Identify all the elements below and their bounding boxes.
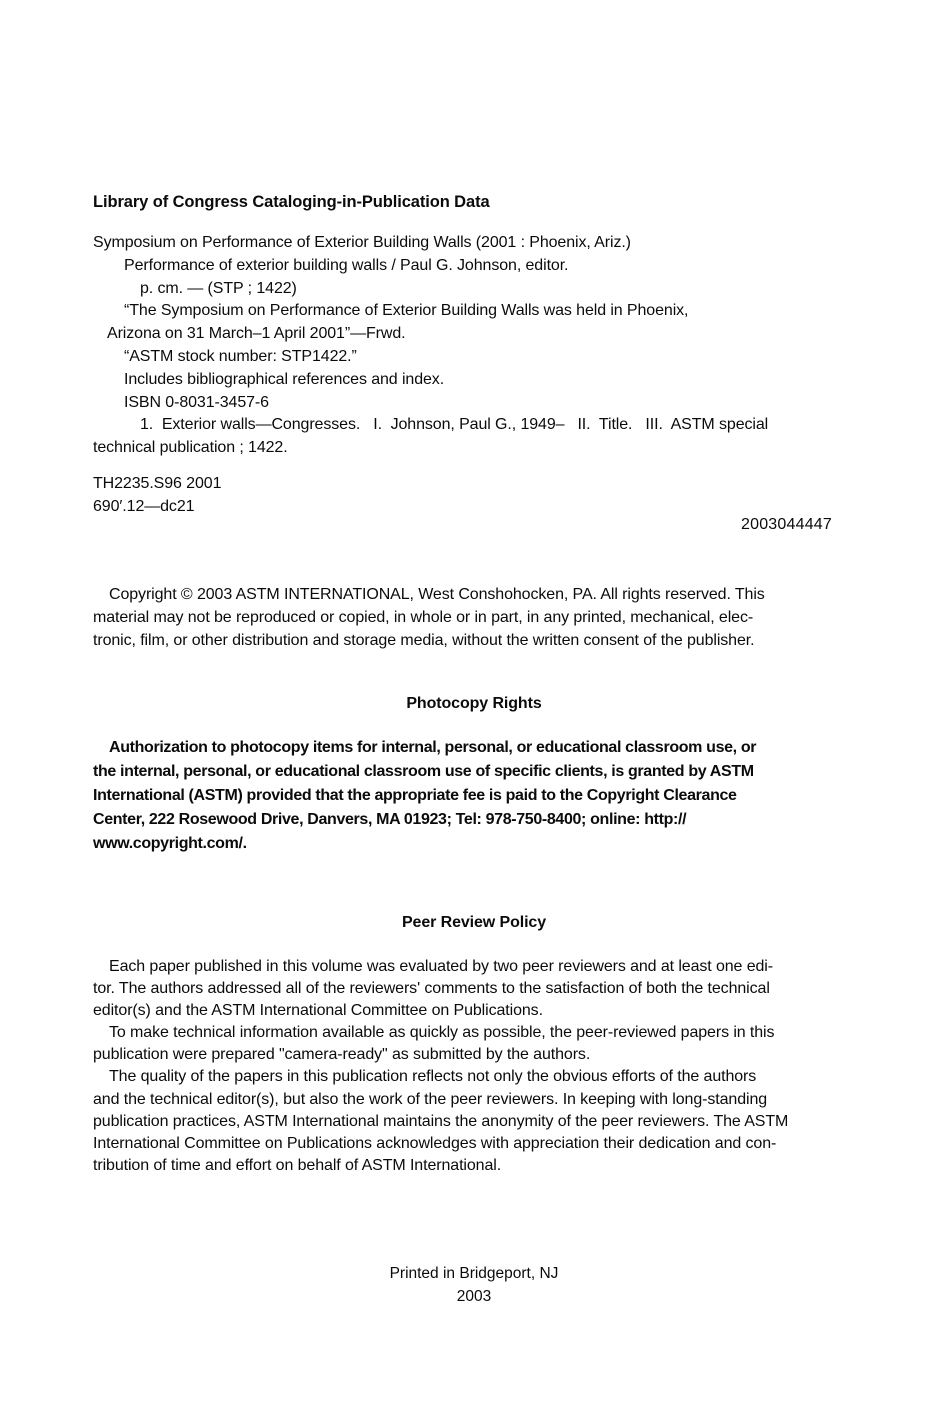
peer-review-line: publication were prepared "camera-ready" as submitted by the authors. — [93, 1046, 591, 1064]
printed-in-line: Printed in Bridgeport, NJ — [389, 1265, 559, 1282]
peer-review-line: Each paper published in this volume was evaluated by two peer reviewers and at least one edi- — [109, 958, 773, 975]
copyright-notice — [93, 583, 855, 652]
catalog-line: ISBN 0-8031-3457-6 — [124, 393, 269, 411]
peer-review-line: To make technical information available as quickly as possible, the peer-reviewed papers in this — [109, 1024, 775, 1042]
printing-info — [93, 1262, 855, 1308]
dewey-call-number: 690′.12—dc21 — [93, 497, 195, 515]
catalog-line: “The Symposium on Performance of Exterior Building Walls was held in Phoenix, — [124, 302, 689, 320]
photocopy-line: the internal, personal, or educational classroom use of specific clients, is granted by ASTM — [93, 763, 754, 780]
call-number-block — [93, 473, 855, 518]
peer-review-line: International Committee on Publications acknowledges with appreciation their dedication and con- — [93, 1134, 777, 1152]
catalog-line: Symposium on Performance of Exterior Building Walls (2001 : Phoenix, Ariz.) — [93, 234, 631, 251]
photocopy-line: International (ASTM) provided that the appropriate fee is paid to the Copyright Clearance — [93, 787, 737, 804]
lccn-number: 2003044447 — [741, 516, 832, 533]
catalog-line: technical publication ; 1422. — [93, 439, 288, 457]
copyright-line: Copyright © 2003 ASTM INTERNATIONAL, West Conshohocken, PA. All rights reserved. This — [109, 586, 765, 603]
printing-year: 2003 — [456, 1288, 492, 1305]
peer-review-line: The quality of the papers in this publication reflects not only the obvious efforts of the authors — [109, 1068, 757, 1086]
peer-review-line: tribution of time and effort on behalf of ASTM International. — [93, 1156, 502, 1174]
photocopy-rights-heading: Photocopy Rights — [406, 695, 542, 712]
copyright-line: material may not be reproduced or copied, in whole or in part, in any printed, mechanical, elec- — [93, 609, 754, 626]
copyright-line: tronic, film, or other distribution and storage media, without the written consent of the publisher. — [93, 632, 755, 649]
cip-catalog-block — [93, 232, 855, 460]
photocopy-line: www.copyright.com/. — [93, 835, 247, 852]
catalog-line: 1. Exterior walls—Congresses. I. Johnson, Paul G., 1949– II. Title. III. ASTM special — [140, 416, 769, 434]
lc-call-number: TH2235.S96 2001 — [93, 475, 222, 492]
peer-review-paragraphs — [93, 956, 855, 1177]
catalog-line: Arizona on 31 March–1 April 2001”—Frwd. — [107, 325, 406, 343]
lc-cataloging-header: Library of Congress Cataloging-in-Publication Data — [93, 193, 490, 211]
peer-review-line: publication practices, ASTM International maintains the anonymity of the peer reviewers. The ASTM — [93, 1112, 789, 1130]
peer-review-line: and the technical editor(s), but also the work of the peer reviewers. In keeping with long-standing — [93, 1090, 768, 1108]
catalog-line: p. cm. — (STP ; 1422) — [140, 279, 297, 297]
photocopy-line: Authorization to photocopy items for internal, personal, or educational classroom use, or — [109, 739, 757, 756]
catalog-line: Performance of exterior building walls / Paul G. Johnson, editor. — [124, 256, 569, 274]
photocopy-line: Center, 222 Rosewood Drive, Danvers, MA 01923; Tel: 978-750-8400; online: http:// — [93, 811, 687, 828]
catalog-line: “ASTM stock number: STP1422.” — [124, 347, 357, 365]
photocopy-rights-paragraph — [93, 736, 855, 856]
peer-review-line: tor. The authors addressed all of the reviewers' comments to the satisfaction of both the technical — [93, 980, 770, 998]
peer-review-heading: Peer Review Policy — [401, 914, 547, 931]
catalog-line: Includes bibliographical references and index. — [124, 370, 445, 388]
peer-review-line: editor(s) and the ASTM International Committee on Publications. — [93, 1002, 543, 1020]
